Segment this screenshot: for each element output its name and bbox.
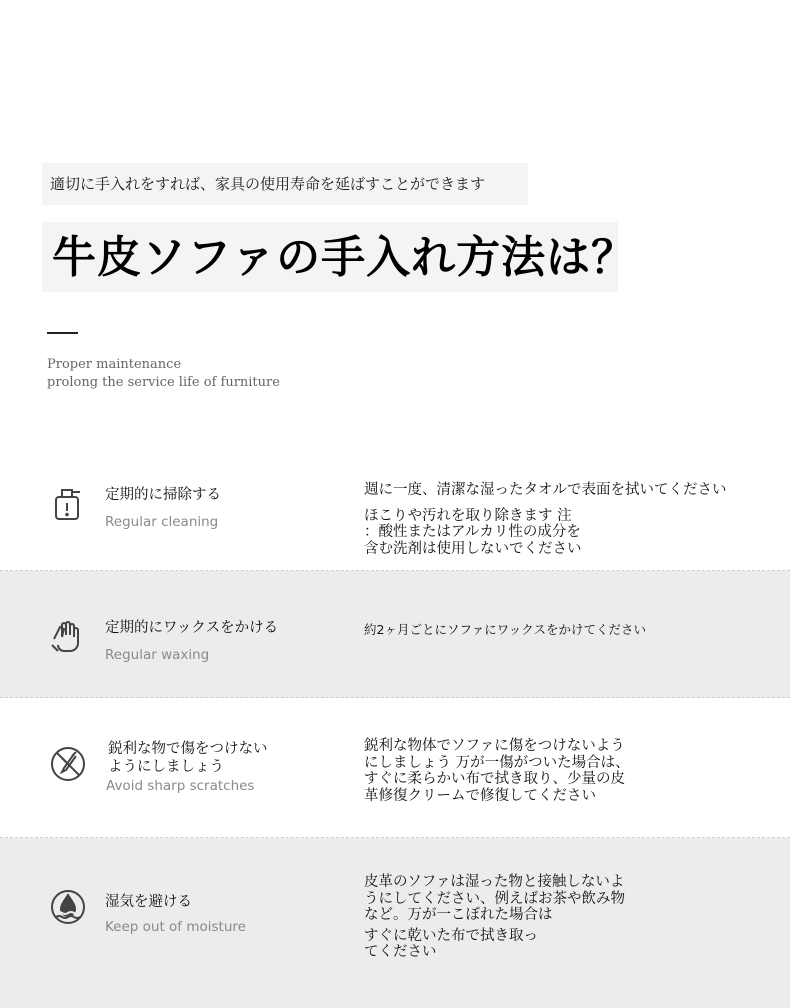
page-title: 牛皮ソファの手入れ方法は？ <box>42 222 618 292</box>
care-item-waxing <box>0 571 790 698</box>
item-description: 皮革のソファは湿った物と接触しないよ うにしてください、例えばお茶や飲み物 など。万が一こぼれた場合は すぐに乾いた布で拭き取っ てください <box>364 874 625 960</box>
english-tagline-line-1: Proper maintenance <box>47 357 182 372</box>
item-title: 定期的に掃除する <box>105 487 221 503</box>
item-title: 湿気を避ける <box>105 894 192 910</box>
english-tagline-line-2: prolong the service life of furniture <box>47 375 280 390</box>
water-drop-moisture-icon <box>50 889 86 925</box>
item-subtitle: Regular waxing <box>105 647 210 663</box>
item-description: 鋭利な物体でソファに傷をつけないよう にしましょう 万が一傷がついた場合は、 すぐに柔らかい布で拭き取り、少量の皮 革修復クリームで修復してください <box>364 738 630 804</box>
item-subtitle: Regular cleaning <box>105 514 219 530</box>
item-title: 定期的にワックスをかける <box>105 620 279 636</box>
no-sharp-objects-icon <box>50 746 86 782</box>
page-subtitle: 適切に手入れをすれば、家具の使用寿命を延ばすことができます <box>42 163 528 205</box>
item-description: 約2ヶ月ごとにソファにワックスをかけてください <box>364 622 646 637</box>
english-tagline <box>47 356 280 392</box>
item-subtitle: Keep out of moisture <box>105 919 246 935</box>
divider-rule <box>47 332 78 334</box>
care-item-scratches <box>0 698 790 838</box>
care-item-moisture <box>0 838 790 1008</box>
spray-bottle-icon <box>50 486 86 522</box>
item-subtitle: Avoid sharp scratches <box>106 778 255 794</box>
item-description: 週に一度、清潔な湿ったタオルで表面を拭いてください ほこりや汚れを取り除きます 注 ：酸性またはアルカリ性の成分を 含む洗剤は使用しないでください <box>364 482 727 557</box>
item-title: 鋭利な物で傷をつけない ようにしましょう <box>108 741 268 775</box>
hand-wax-icon <box>50 619 86 655</box>
care-item-cleaning <box>0 460 790 571</box>
